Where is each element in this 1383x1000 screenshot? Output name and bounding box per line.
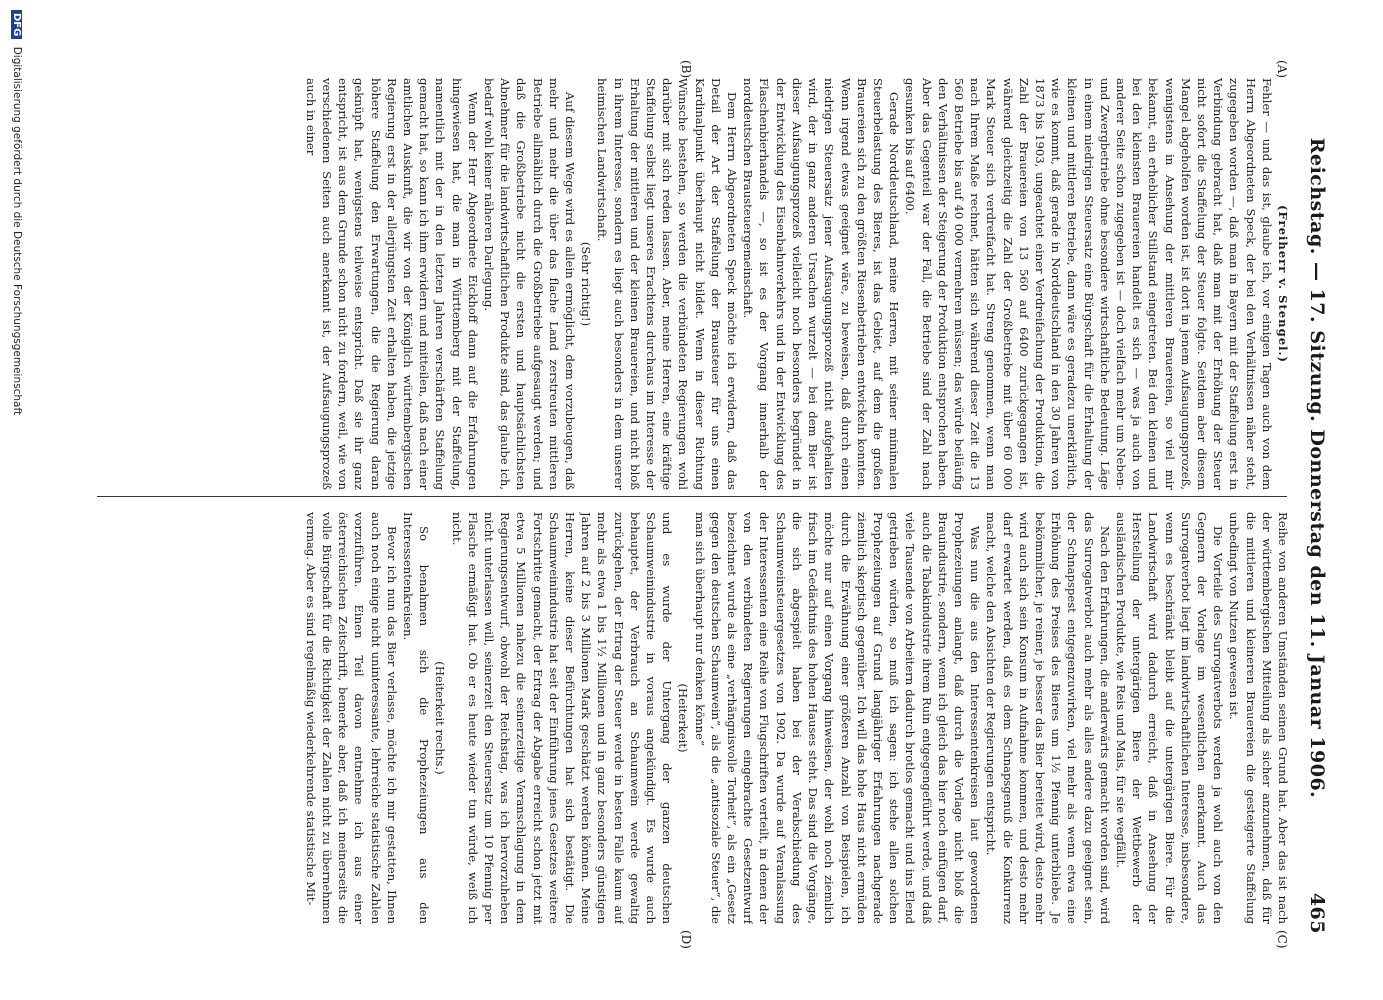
paragraph: und es wurde der Untergang der ganzen deutschen Schaumweinindustrie in voraus angekündigt. Es wurde auch behauptet, der Verbrauch an Schaumwein werde gewaltig zurückgehen, der Ertrag der Steuer werde in besten Falle kaum auf mehr als etwa 1 bis 1½ Millionen und in ganz besonders günstigen Jahren auf 2 bis 3 Millionen Mark geschätzt werden können. Meine Herren, keine dieser Befürchtungen hat sich bestätigt. Die Schaumweinindustrie hat seit der Einführung jenes Gesetzes weitere Fortschritte gemacht, der Ertrag der Abgabe erreicht schon jetzt mit etwa 5 Millionen nahezu die seinerzeitige Veranschlagung in dem Regierungsentwurf, obwohl der Reichstag, was ich hervorzuheben nicht unterlassen will, seinerzeit den Steuersatz um 10 Pfennig per Flasche ermäßigt hat. Ob er es heute wieder tun würde, weiß ich nicht. [449,512,675,924]
margin-mark-d: (D) [679,930,693,949]
page-header [1300,78,1328,938]
paragraph: Die Vorteile des Surrogatverbots werden ja wohl auch von den Gegnern der Vorlage im wesentlichen anerkannt. Auch das Surrogatverbot liegt im landwirtschaftlichen Interesse, insbesondere, wenn es beschränkt bleibt auf die untergärigen Biere. Für die Landwirtschaft wird dadurch erreicht, daß in Ansehung der Herstellung der untergärigen Biere der Wettbewerb der ausländischen Produkte, wie Reis und Mais, für sie wegfällt. [1113,512,1226,924]
margin-mark-c: (C) [1275,930,1289,949]
paragraph: Auf diesem Wege wird es allein ermöglicht, dem vorzubeugen, daß mehr und mehr die über das flache Land zerstreuten mittleren Betriebe allmählich durch die Großbetriebe aufgesaugt werden; und daß die Großbetriebe nicht die ersten und hauptsächlichsten Abnehmer für die landwirtschaftlichen Produkte sind, das glaube ich, bedarf wohl keiner näheren Darlegung. [482,78,578,490]
dfg-logo: DFG [11,10,22,39]
paragraph: Was nun die aus den Interessentenkreisen laut gewordenen Prophezeiungen anlangt, daß durch die Vorlage nicht bloß die Brauindustrie, sondern, wenn ich gleich das hier noch einfügen darf, auch die Tabakindustrie ihrem Ruin entgegengeführt werde, und daß viele Tausende von Arbeitern dadurch brotlos gemacht und ins Elend getrieben würden, so muß ich sagen: ich stehe allen solchen Prophezeiungen auf Grund langjähriger Erfahrungen nachgerade ziemlich skeptisch gegenüber. Ich will das hohe Haus nicht ermüden durch die Erwähnung einer größeren Anzahl von Beispielen, ich möchte nur auf einen Vorgang hinweisen, der wohl noch ziemlich frisch im Gedächtnis des hohen Hauses steht. Das sind die Vorgänge, die sich abgespielt haben bei der Verabschiedung des Schaumweinsteuergesetzes von 1902. Da wurde auf Veranlassung der Interessenten eine Reihe von Flugschriften verteilt, in denen der von den verbündeten Regierungen eingebrachte Gesetzentwurf bezeichnet wurde als eine „verhängnisvolle Torheit“, als ein „Gesetz gegen den deutschen Schaumwein“, als die „antisoziale Steuer“, die man sich überhaupt nur denken könne“ [692,512,983,924]
paragraph: Reihe von anderen Umständen seinen Grund hat. Aber das ist nach der württembergischen Mitteilung als sicher anzunehmen, daß für die mittleren und kleineren Brauereien die gesteigerte Staffelung unbedingt von Nutzen gewesen ist. [1227,512,1290,924]
interjection: (Heiterkeit rechts.) [433,661,448,775]
page-number: 465 [1306,892,1328,934]
margin-mark-b: (B) [679,60,693,79]
paragraph: Wenn der Herr Abgeordnete Eickhoff dann auf die Erfahrungen hingewiesen hat, die man in Württemberg mit der Staffelung, namentlich mit der in den letzten Jahren verschärften Staffelung gemacht hat, so kann ich ihm erwidern und mitteilen, daß nach einer amtlichen Auskunft, die wir von der Königlich württembergischen Regierung erst in der allerjüngsten Zeit erhalten haben, die jetzige höhere Staffelung den Erwartungen, die die Regierung daran geknüpft hat, wenigstens teilweise entspricht. Daß sie ihr ganz entspricht, ist aus dem Grunde schon nicht zu fordern, weil, wie von verschiedenen Seiten auch anerkannt ist, der Aufsaugungsprozeß auch in einer [303,78,480,490]
digitization-credit-text: Digitalisierung gefördert durch die Deutsche Forschungsgemeinschaft [11,46,23,416]
right-text-column [91,512,1291,924]
left-text-column [91,78,1291,490]
column-divider [97,496,1287,497]
paragraph: Fehler — und das ist, glaube ich, vor einigen Tagen auch von dem Herrn Abgeordneten Speck, der bei den Verhältnissen näher steht, zugegeben worden —, daß man in Bayern mit der Staffelung erst in Verbindung gebracht hat, daß man mit der Erhöhung der Steuer nicht sofort die Staffelung der Steuer folgte. Seitdem aber diesem Mangel abgeholfen worden ist, ist dort in jenem Aufsaugungsprozeß, wenigstens in Ansehung der mittleren Brauereien, so viel mir bekannt, ein erheblicher Stillstand eingetreten. Bei den kleinen und bei den kleinsten Brauereien handelt es sich — was ja auch von anderer Seite schon zugegeben ist — doch vielfach mehr um Neben- und Zwergbetriebe ohne besondere wirtschaftliche Bedeutung. Läge in einem niedrigen Steuersatz eine Bürgschaft für die Erhaltung der kleinen und mittleren Betriebe, dann wäre es geradezu unerklärlich, wie es kommt, daß gerade in Norddeutschland in den 30 Jahren von 1873 bis 1903, ungeachtet einer Verdreifachung der Produktion, die Zahl der Brauereien von 13 560 auf 6400 zurückgegangen ist, während gleichzeitig die Zahl der Großbetriebe mit über 60 000 Mark Steuer sich verdreifacht hat. Streng genommen, wenn man nach Ihrem Maße rechnet, hätten sich während dieser Zeit die 13 560 Betriebe bis auf 40 000 vermehren müssen; das würde beiläufig den Verhältnissen der Steigerung der Produktion entsprochen haben. Aber das Gegenteil war der Fall, die Betriebe sind der Zahl nach gesunken bis auf 6400. [903,78,1274,490]
page-header-title: Reichstag. — 17. Sitzung. Donnerstag den 11. Januar 1906. [1306,137,1328,799]
paragraph: Nach den Erfahrungen, die anderwärts gemacht worden sind, wird das Surrogatverbot auch mehr als alles andere dazu geeignet sein, der Schnapspest entgegenzuwirken, viel mehr als wenn etwa eine Erhöhung des Preises des Bieres um 1½ Pfennig unterbliebe. Je bekömmlicher, je reiner, je besser das Bier bereitet wird, desto mehr wird auch sich sein Konsum in Aufnahme kommen, und desto mehr darf erwartet werden, daß es dem Schnapsgenuß die Konkurrenz macht, welche den Absichten der Regierungen entspricht. [984,512,1112,924]
interjection: (Heiterkeit) [676,683,691,753]
interjection: (Sehr richtig!) [579,241,594,327]
margin-mark-a: (A) [1275,60,1289,79]
digitization-credit [5,10,23,990]
paragraph: So benahmen sich die Prophezeiungen aus den Interessentenkreisen. [401,512,432,924]
paragraph: Dem Herrn Abgeordneten Speck möchte ich erwidern, daß das Detail der Art der Staffelung der Brausteuer für uns einen Kardinalpunkt überhaupt nicht bildet. Wenn in dieser Richtung Wünsche bestehen, so werden die verbündeten Regierungen wohl darüber mit sich reden lassen. Aber, meine Herren, eine kräftige Staffelung selbst liegt unseres Erachtens durchaus im Interesse der Erhaltung der mittleren und der kleinen Brauereien, und nicht bloß in ihrem Interesse, sondern es liegt auch besonders in dem unserer heimischen Landwirtschaft. [595,78,740,490]
paragraph: Bevor ich nun das Bier verlasse, möchte ich mir gestatten, Ihnen auch noch einige nicht uninteressante, lehrreiche statistische Zahlen vorzuführen. Einen Teil davon entnehme ich aus einer österreichischen Zeitschrift, bemerke aber, daß ich meinerseits die volle Bürgschaft für die Richtigkeit der Zahlen nicht zu übernehmen vermag. Aber es sind regelmäßig wiederkehrende statistische Mit- [303,512,399,924]
paragraph: Gerade Norddeutschland, meine Herren, mit seiner minimalen Steuerbelastung des Bieres, ist das Gebiet, auf dem die großen Brauereien sich zu den größten Riesenbetrieben entwickeln konnten. Wenn irgend etwas geeignet wäre, zu beweisen, daß durch einen niedrigen Steuersatz jener Aufsaugungsprozeß nicht aufgehalten wird, der in ganz anderen Ursachen wurzelt — bei dem Bier ist dieser Aufsaugungsprozeß vielleicht noch besonders begründet in der Entwicklung des Eisenbahnverkehrs und in der Entwicklung des Flaschenbierhandels —, so ist es der Vorgang innerhalb der norddeutschen Brausteuergemeinschaft. [741,78,902,490]
speaker-name: (Freiherr v. Stengel.) [1276,204,1290,364]
